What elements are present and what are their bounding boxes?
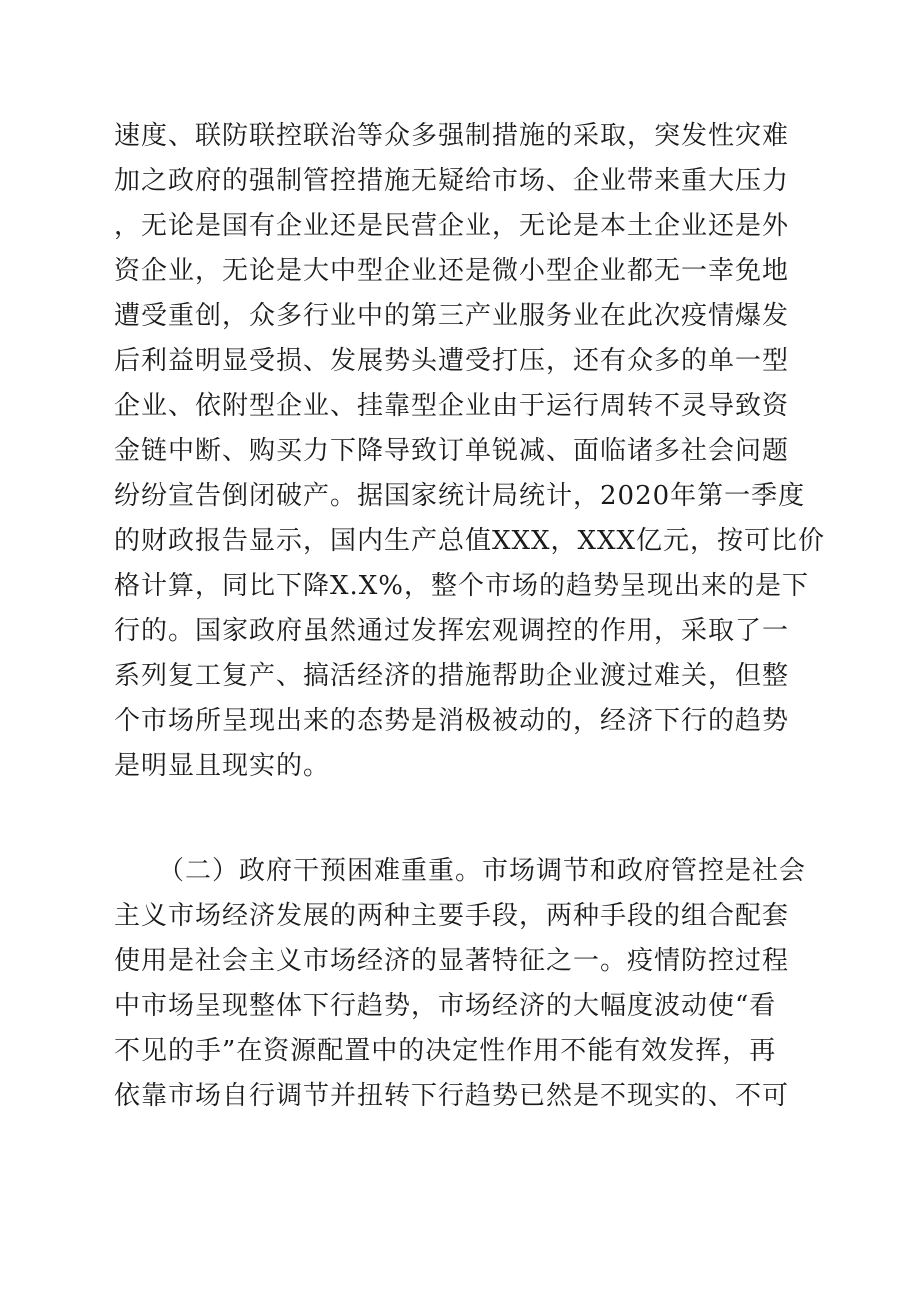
text-line: 主义市场经济发展的两种主要手段，两种手段的组合配套 — [114, 901, 790, 931]
text-line: 速度、联防联控联治等众多强制措施的采取，突发性灾难 — [114, 121, 790, 151]
text-line: 资企业，无论是大中型企业还是微小型企业都无一幸免地 — [114, 256, 790, 286]
text-line: ，无论是国有企业还是民营企业，无论是本土企业还是外 — [114, 211, 790, 241]
text-line-heading: （二）政府干预困难重重。市场调节和政府管控是社会 — [158, 856, 807, 886]
text-line: 的财政报告显示，国内生产总值XXX，XXX亿元，按可比价 — [114, 526, 826, 556]
paragraph-government-intervention — [114, 849, 807, 1119]
text-line: 加之政府的强制管控措施无疑给市场、企业带来重大压力 — [114, 166, 790, 196]
text-line: 企业、依附型企业、挂靠型企业由于运行周转不灵导致资 — [114, 391, 790, 421]
text-line: 格计算，同比下降X.X%，整个市场的趋势呈现出来的是下 — [114, 571, 809, 601]
text-line: 金链中断、购买力下降导致订单锐减、面临诸多社会问题 — [114, 436, 790, 466]
paragraph-economic-impact — [114, 114, 826, 789]
text-line: 是明显且现实的。 — [114, 751, 331, 781]
text-line: 中市场呈现整体下行趋势，市场经济的大幅度波动使“看 — [114, 991, 777, 1021]
text-line: 系列复工复产、搞活经济的措施帮助企业渡过难关，但整 — [114, 661, 790, 691]
text-line: 不见的手”在资源配置中的决定性作用不能有效发挥，再 — [114, 1036, 777, 1066]
text-line: 后利益明显受损、发展势头遭受打压，还有众多的单一型 — [114, 346, 790, 376]
text-line: 使用是社会主义市场经济的显著特征之一。疫情防控过程 — [114, 946, 790, 976]
text-line: 纷纷宣告倒闭破产。据国家统计局统计，2020年第一季度 — [114, 481, 806, 511]
text-line: 行的。国家政府虽然通过发挥宏观调控的作用，采取了一 — [114, 616, 790, 646]
text-line: 个市场所呈现出来的态势是消极被动的，经济下行的趋势 — [114, 706, 790, 736]
text-line: 遭受重创，众多行业中的第三产业服务业在此次疫情爆发 — [114, 301, 790, 331]
text-line: 依靠市场自行调节并扭转下行趋势已然是不现实的、不可 — [114, 1081, 790, 1111]
